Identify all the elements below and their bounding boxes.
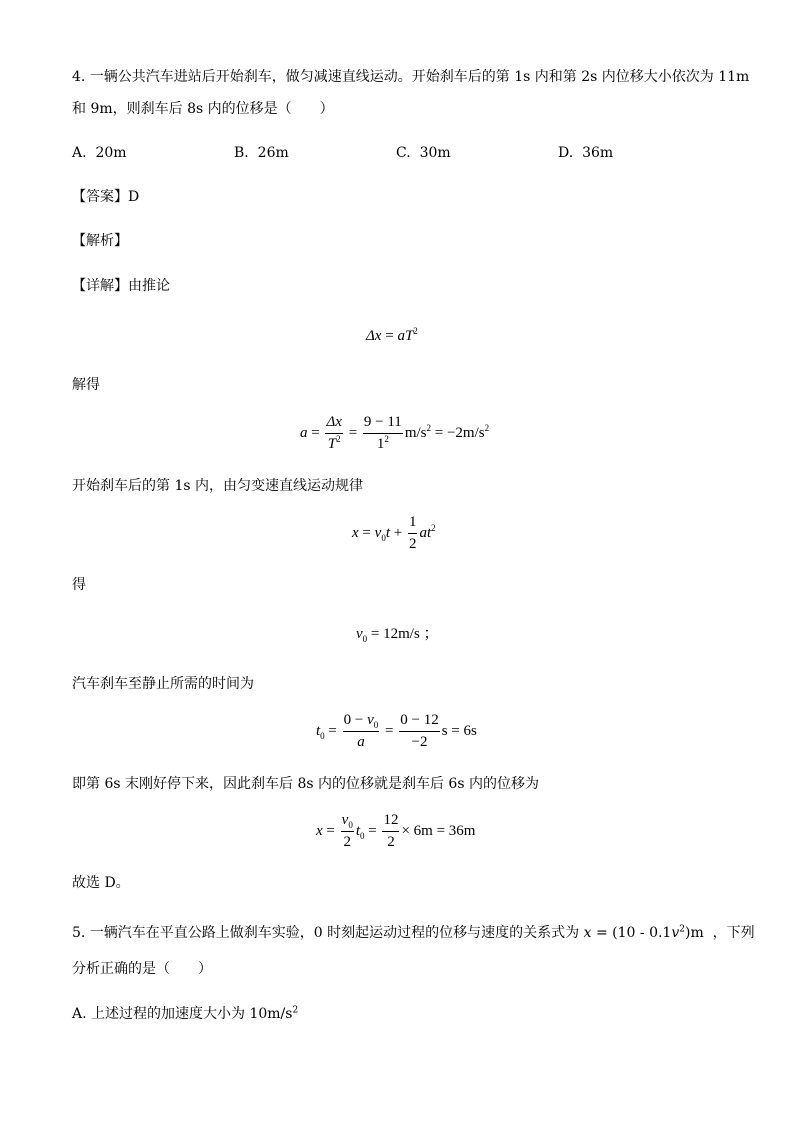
q5-stem-line1: 5. 一辆汽车在平直公路上做刹车实验，0 时刻起运动过程的位移与速度的关系式为 $x = (10 - 0.1v^2)m$ ，下列 xyxy=(72,924,755,941)
fraction-0-minus-12: $\frac{0 - 12}{-2}$ xyxy=(400,712,439,751)
text-5: 汽车刹车至静止所需的时间为 xyxy=(72,676,254,692)
equation-2: a = $\frac{\Delta x}{T^2}$ = $\frac{9 - 11}{1^2}$ $m/s^2 = -2m/s^2$ xyxy=(300,414,490,453)
equation-1: $\Delta x = aT^2$ xyxy=(366,326,418,344)
equation-3: $x = v_0t$ + $\frac{1}{2}$ $at^2$ xyxy=(352,514,436,553)
fraction-one-half: $\frac{1}{2}$ xyxy=(408,514,417,553)
text-6: 即第 6s 末刚好停下来，因此刹车后 8s 内的位移就是刹车后 6s 内的位移为 xyxy=(72,776,539,792)
q4-detail xyxy=(72,279,170,293)
q4-stem-line1: 4. 一辆公共汽车进站后开始刹车，做匀减速直线运动。开始刹车后的第 1s 内和第 2s 内位移大小依次为 11m xyxy=(72,69,750,85)
q5-option-a: A. 上述过程的加速度大小为 $10m/s^2$ xyxy=(72,1005,299,1022)
answer-value: D xyxy=(128,189,140,205)
q5-stem-line2: 分析正确的是（ ） xyxy=(72,961,212,977)
fraction-0-minus-v0: $\frac{0 - v_0}{a}$ xyxy=(343,712,379,751)
answer-label: 【答案】 xyxy=(72,189,128,205)
q4-option-d: D. 36m xyxy=(558,145,614,161)
q4-stem-line2: 和 9m，则刹车后 8s 内的位移是（ ） xyxy=(72,101,334,117)
solve-text: 解得 xyxy=(72,377,100,393)
equation-5: $t_0$ = $\frac{0 - v_0}{a}$ = $\frac{0 - 12}{-2}$ s = 6s xyxy=(316,712,477,751)
detail-label: 【详解】 xyxy=(72,278,128,294)
q4-option-c: C. 30m xyxy=(396,145,451,161)
detail-text: 由推论 xyxy=(128,278,170,294)
equation-6: x = $\frac{v_0}{2}$ $t_0$ = $\frac{12}{2}$ × 6m = 36m xyxy=(316,812,476,851)
text-4: 得 xyxy=(72,577,86,593)
equation-4: $v_0 = 12m/s$ ； xyxy=(356,626,439,644)
q4-option-b: B. 26m xyxy=(234,145,289,161)
fraction-9-minus-11: $\frac{9 - 11}{1^2}$ xyxy=(363,414,402,453)
text-7: 故选 D。 xyxy=(72,875,130,891)
q4-analysis-label: 【解析】 xyxy=(72,233,128,249)
text-3: 开始刹车后的第 1s 内，由匀变速直线运动规律 xyxy=(72,478,363,494)
fraction-dx-over-t2: $\frac{\Delta x}{T^2}$ xyxy=(326,414,342,453)
q4-answer xyxy=(72,190,139,204)
fraction-v0-over-2: $\frac{v_0}{2}$ xyxy=(341,812,353,851)
q4-option-a: A. 20m xyxy=(72,145,127,161)
fraction-12-over-2: $\frac{12}{2}$ xyxy=(383,812,399,851)
